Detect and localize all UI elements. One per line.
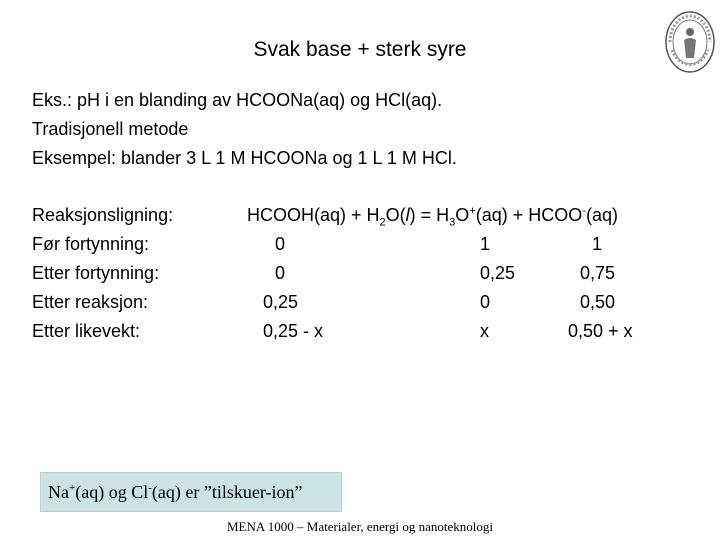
- label-before-dilution: Før fortynning:: [32, 234, 150, 254]
- label-after-dilution: Etter fortynning:: [32, 263, 160, 283]
- university-seal-icon: [664, 10, 716, 74]
- hcoo-after-equilibrium: 0,50 + x: [568, 321, 633, 341]
- h3o-after-reaction: 0: [480, 292, 491, 312]
- h3o-after-equilibrium: x: [480, 321, 489, 341]
- label-after-equilibrium: Etter likevekt:: [32, 321, 141, 341]
- intro-line-2: Tradisjonell metode: [32, 119, 189, 139]
- hcooh-before: 0: [275, 234, 286, 254]
- slide-title: Svak base + sterk syre: [253, 38, 467, 61]
- spectator-ion-note: [40, 472, 342, 512]
- h3o-after-dilution: 0,25: [480, 263, 516, 283]
- hcooh-after-reaction: 0,25: [263, 292, 299, 312]
- hcooh-after-dilution: 0: [275, 263, 286, 283]
- label-reaction: Reaksjonsligning:: [32, 205, 174, 225]
- spectator-ion-text: Na+(aq) og Cl-(aq) er ”tilskuer-ion”: [48, 482, 303, 502]
- hcoo-after-dilution: 0,75: [580, 263, 616, 283]
- footer-course-title: MENA 1000 – Materialer, energi og nanoteknologi: [226, 519, 494, 534]
- intro-line-1: Eks.: pH i en blanding av HCOONa(aq) og HCl(aq).: [32, 90, 443, 110]
- label-after-reaction: Etter reaksjon:: [32, 292, 149, 312]
- intro-line-3: Eksempel: blander 3 L 1 M HCOONa og 1 L 1 M HCl.: [32, 148, 457, 168]
- hcoo-before: 1: [592, 234, 603, 254]
- h3o-before: 1: [480, 234, 491, 254]
- hcoo-after-reaction: 0,50: [580, 292, 616, 312]
- reaction-equation: HCOOH(aq) + $H_2O(l) = H_3O^+(aq)$ + HCOO-(aq): [247, 205, 618, 229]
- hcooh-after-equilibrium: 0,25 - x: [263, 321, 324, 341]
